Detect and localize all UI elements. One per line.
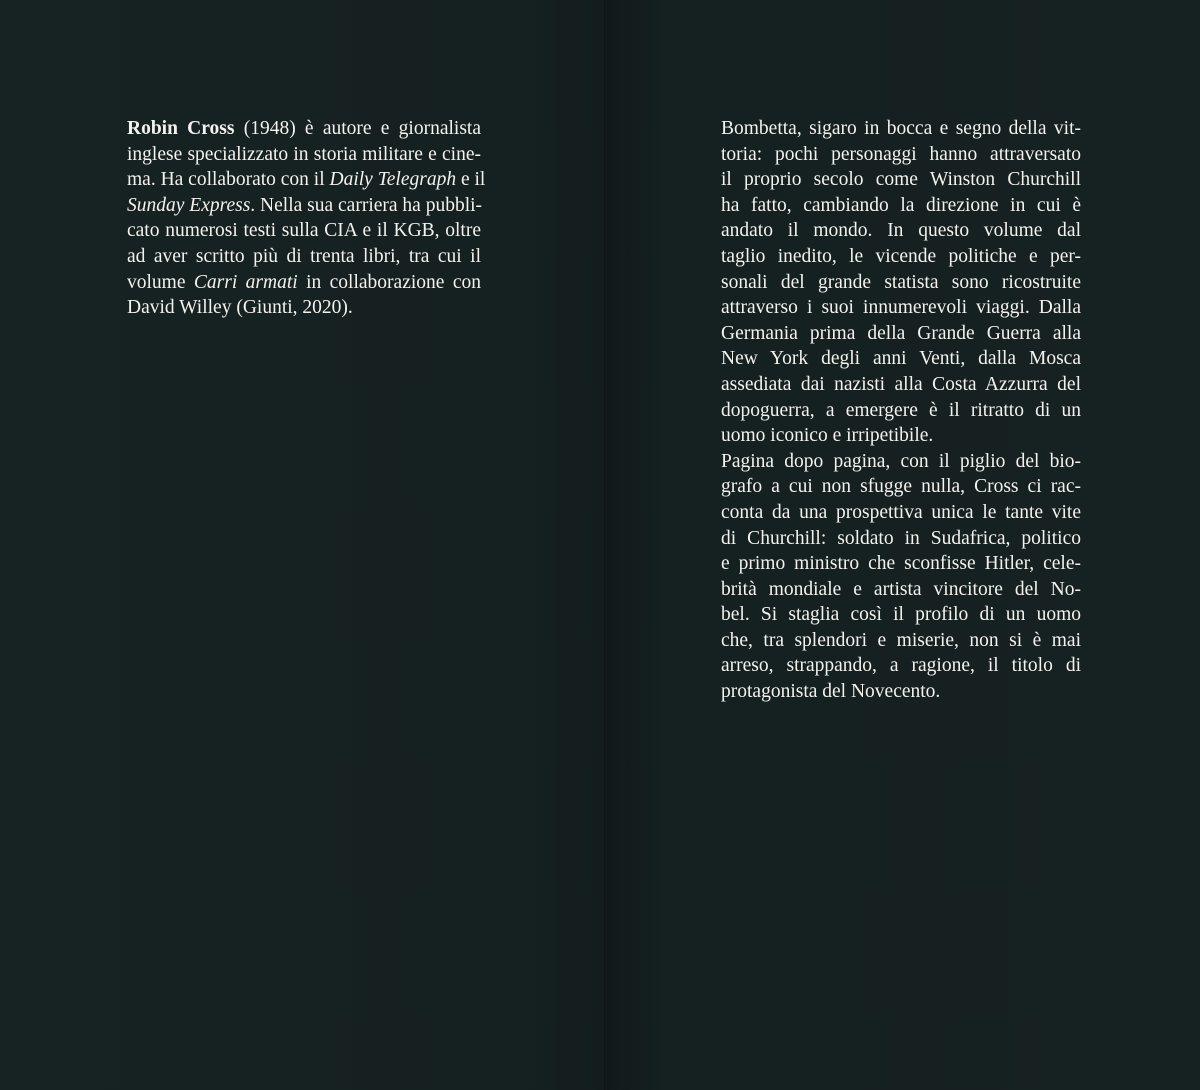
bio-text: ma. Ha collaborato con il (127, 169, 330, 191)
publication-title: Daily Telegraph (329, 169, 457, 191)
bio-line-8 (127, 295, 481, 321)
book-blurb (721, 116, 1081, 705)
author-bio (127, 116, 486, 321)
blurb-line: grafo a cui non sfugge nulla, Cross ci rac- (721, 476, 1081, 498)
publication-title: Sunday Express (127, 194, 251, 216)
right-page (605, 0, 1200, 1090)
bio-text: David Willey (Giunti, 2020). (127, 297, 353, 319)
blurb-line: ha fatto, cambiando la direzione in cui è (721, 194, 1081, 216)
bio-line-5 (127, 218, 481, 244)
blurb-line: arreso, strappando, a ragione, il titolo di (721, 655, 1081, 677)
bio-text: ad aver scritto più di trenta libri, tra cui il (127, 245, 481, 267)
bio-text: e il (456, 169, 486, 191)
blurb-line: Germania prima della Grande Guerra alla (721, 322, 1081, 344)
blurb-line: Bombetta, sigaro in bocca e segno della vit- (721, 118, 1081, 139)
bio-line-4 (127, 193, 481, 219)
bio-line-6 (127, 244, 481, 270)
bio-line-7 (127, 270, 481, 296)
blurb-line: attraverso i suoi innumerevoli viaggi. Dalla (721, 297, 1081, 319)
blurb-line: Pagina dopo pagina, con il piglio del bio- (721, 450, 1081, 472)
blurb-line: uomo iconico e irripetibile. (721, 425, 934, 447)
blurb-line: brità mondiale e artista vincitore del No- (721, 578, 1081, 600)
blurb-line: conta da una prospettiva unica le tante vite (721, 501, 1081, 523)
bio-text: cato numerosi testi sulla CIA e il KGB, oltre (127, 220, 481, 242)
blurb-line: toria: pochi personaggi hanno attraversato (721, 143, 1081, 165)
bio-line-3 (127, 167, 486, 193)
blurb-line: dopoguerra, a emergere è il ritratto di un (721, 399, 1081, 421)
book-title: Carri armati (193, 271, 298, 293)
blurb-line: bel. Si staglia così il profilo di un uomo (721, 604, 1081, 626)
blurb-line: New York degli anni Venti, dalla Mosca (721, 348, 1081, 370)
bio-line-2 (127, 142, 481, 168)
bio-text: volume (127, 271, 194, 293)
bio-text: in collaborazione con (297, 271, 481, 293)
blurb-line: e primo ministro che sconfisse Hitler, cele- (721, 553, 1081, 575)
author-name: Robin Cross (127, 118, 235, 139)
bio-line-1 (127, 116, 481, 142)
blurb-line: che, tra splendori e miserie, non si è mai (721, 629, 1081, 651)
blurb-line: di Churchill: soldato in Sudafrica, politico (721, 527, 1081, 549)
blurb-line: taglio inedito, le vicende politiche e per- (721, 245, 1081, 267)
blurb-line: protagonista del Novecento. (721, 681, 941, 703)
bio-text: (1948) è autore e giornalista (234, 118, 481, 139)
blurb-line: il proprio secolo come Winston Churchill (721, 169, 1081, 191)
blurb-line: sonali del grande statista sono ricostruite (721, 271, 1081, 293)
bio-text: inglese specializzato in storia militare e cine- (127, 143, 481, 165)
blurb-line: assediata dai nazisti alla Costa Azzurra del (721, 373, 1081, 395)
blurb-line: andato il mondo. In questo volume dal (721, 220, 1081, 242)
bio-text: . Nella sua carriera ha pubbli- (250, 194, 483, 216)
